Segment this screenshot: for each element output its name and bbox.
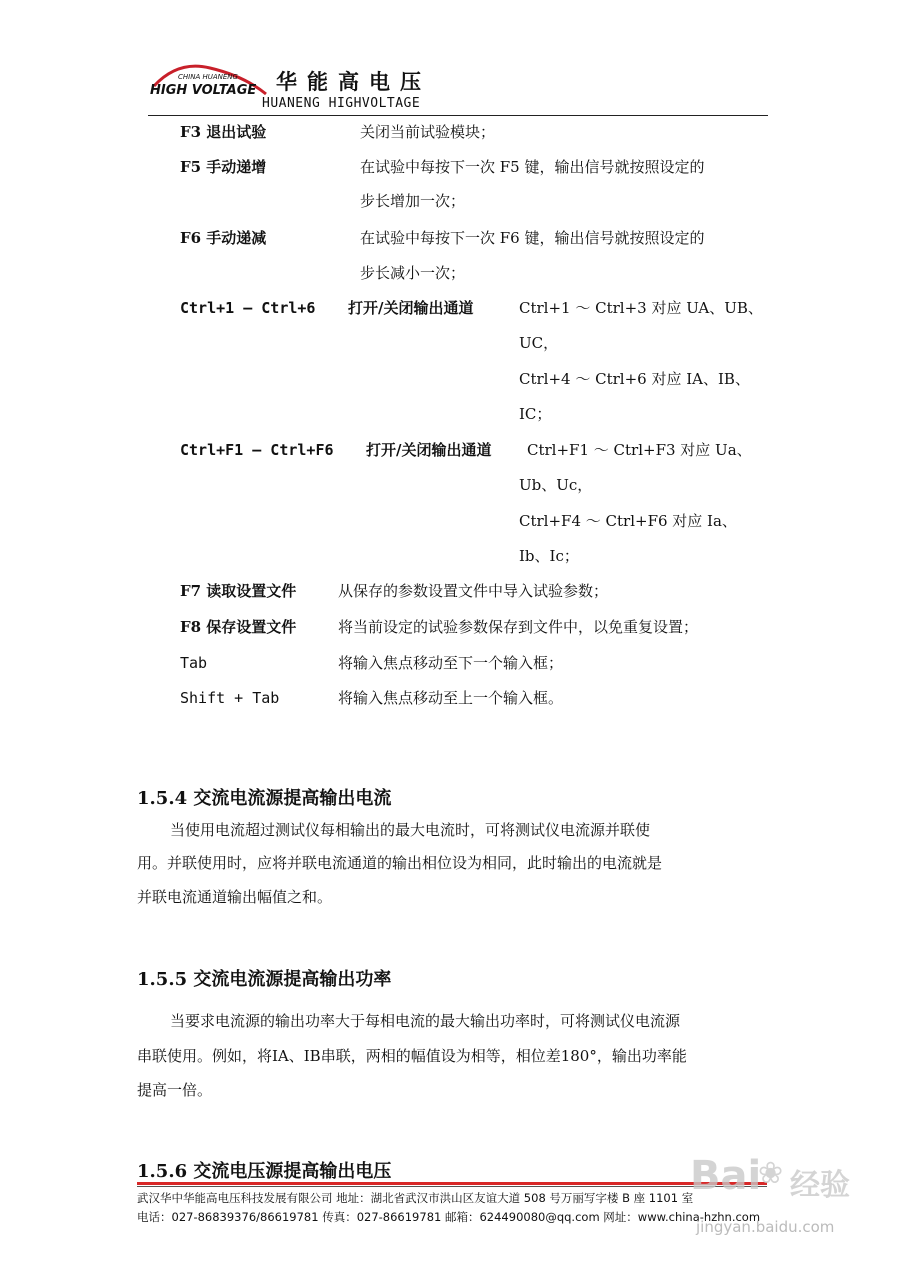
- footer-address: 武汉华中华能高电压科技发展有限公司 地址：湖北省武汉市洪山区友谊大道 508 号万丽写字楼 B 座 1101 室: [137, 1191, 694, 1205]
- key-f3: F3 退出试验: [180, 123, 267, 141]
- desc-shift-tab: 将输入焦点移动至上一个输入框。: [338, 689, 564, 707]
- company-logo: [148, 64, 272, 104]
- section-1-5-5-line2: 串联使用。例如，将IA、IB串联，两相的幅值设为相等，相位差180°，输出功率能: [137, 1047, 687, 1065]
- key-f5: F5 手动递增: [180, 158, 267, 176]
- logo-small-text: CHINA HUANENG: [178, 73, 238, 81]
- paw-icon: ❀: [758, 1156, 784, 1191]
- footer-divider-red: [137, 1182, 767, 1185]
- brand-name-cn: 华能高电压: [276, 69, 431, 94]
- footer-divider: [137, 1186, 767, 1187]
- key-ctrl-number: Ctrl+1 — Ctrl+6: [180, 299, 316, 317]
- key-ctrl-function: Ctrl+F1 — Ctrl+F6: [180, 441, 334, 459]
- desc-f6-line2: 步长减小一次；: [360, 264, 466, 282]
- desc-ctrl-number-3: Ctrl+4 ～ Ctrl+6 对应 IA、IB、: [519, 370, 750, 388]
- key-tab: Tab: [180, 654, 208, 672]
- key-f8: F8 保存设置文件: [180, 618, 297, 636]
- footer-contact: 电话：027-86839376/86619781 传真：027-86619781 邮箱：624490080@qq.com 网址：www.china-hzhn.com: [137, 1210, 761, 1224]
- label-ctrl-number: 打开/关闭输出通道: [348, 299, 474, 317]
- section-1-5-4-line2: 用。并联使用时，应将并联电流通道的输出相位设为相同，此时输出的电流就是: [137, 854, 663, 872]
- watermark-brand-cn: 经验: [790, 1168, 850, 1203]
- brand-name-en: HUANENG HIGHVOLTAGE: [262, 96, 421, 111]
- logo-main-text: HIGH VOLTAGE: [150, 83, 257, 98]
- key-f7: F7 读取设置文件: [180, 582, 297, 600]
- desc-tab: 将输入焦点移动至下一个输入框；: [338, 654, 564, 672]
- desc-ctrl-function-2: Ub、Uc，: [519, 476, 593, 494]
- key-shift-tab: Shift + Tab: [180, 689, 280, 707]
- section-title-1-5-6: 1.5.6 交流电压源提高输出电压: [137, 1161, 392, 1182]
- header-divider: [148, 115, 768, 116]
- desc-f5-line1: 在试验中每按下一次 F5 键，输出信号就按照设定的: [360, 158, 705, 176]
- desc-ctrl-function-4: Ib、Ic；: [519, 547, 579, 565]
- key-f6: F6 手动递减: [180, 229, 267, 247]
- section-1-5-4-line1: 当使用电流超过测试仪每相输出的最大电流时，可将测试仪电流源并联使: [170, 821, 651, 839]
- desc-f5-line2: 步长增加一次；: [360, 192, 466, 210]
- watermark-url: jingyan.baidu.com: [696, 1218, 835, 1236]
- section-title-1-5-5: 1.5.5 交流电流源提高输出功率: [137, 969, 392, 990]
- desc-ctrl-function-1: Ctrl+F1 ～ Ctrl+F3 对应 Ua、: [527, 441, 752, 459]
- desc-ctrl-function-3: Ctrl+F4 ～ Ctrl+F6 对应 Ia、: [519, 512, 737, 530]
- section-title-1-5-4: 1.5.4 交流电流源提高输出电流: [137, 788, 392, 809]
- desc-ctrl-number-1: Ctrl+1 ～ Ctrl+3 对应 UA、UB、: [519, 299, 763, 317]
- section-1-5-5-line3: 提高一倍。: [137, 1081, 213, 1099]
- desc-f3: 关闭当前试验模块；: [360, 123, 496, 141]
- desc-f7: 从保存的参数设置文件中导入试验参数；: [338, 582, 609, 600]
- desc-f8: 将当前设定的试验参数保存到文件中，以免重复设置；: [338, 618, 699, 636]
- desc-f6-line1: 在试验中每按下一次 F6 键，输出信号就按照设定的: [360, 229, 705, 247]
- desc-ctrl-number-4: IC；: [519, 405, 552, 423]
- section-1-5-5-line1: 当要求电流源的输出功率大于每相电流的最大输出功率时，可将测试仪电流源: [170, 1012, 681, 1030]
- watermark-brand: Bai: [690, 1153, 762, 1199]
- label-ctrl-function: 打开/关闭输出通道: [366, 441, 492, 459]
- desc-ctrl-number-2: UC，: [519, 334, 559, 352]
- section-1-5-4-line3: 并联电流通道输出幅值之和。: [137, 888, 333, 906]
